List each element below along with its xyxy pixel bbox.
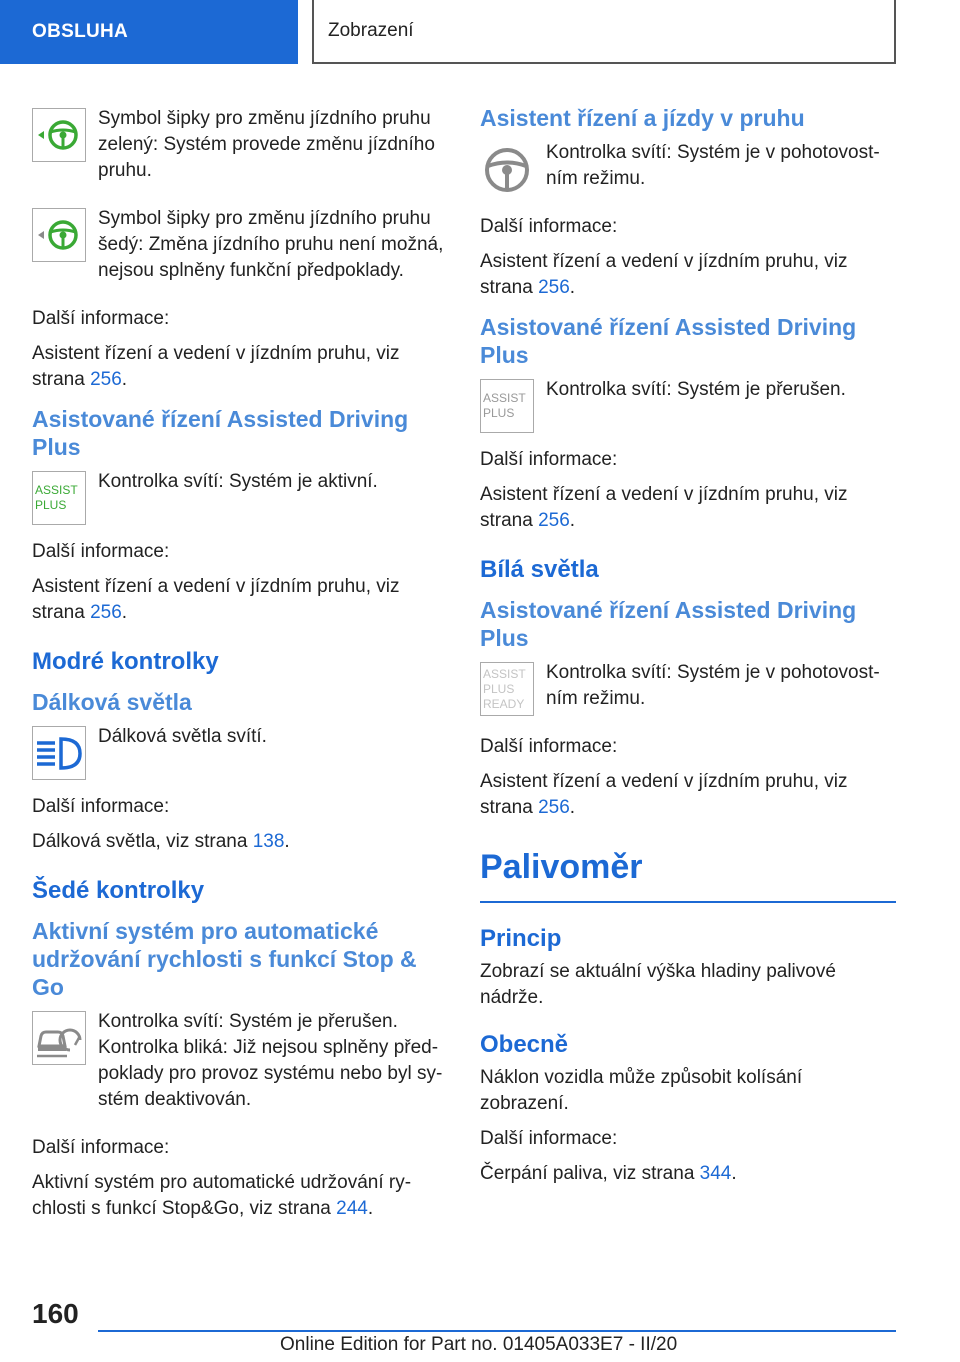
general-text: Náklon vozidla může způsobit kolísání zobrazení.	[480, 1067, 803, 1114]
more-info-label: Další informace:	[480, 216, 618, 237]
acc-text-2: Kontrolka bliká: Již nejsou splněny předpoklady pro provoz systému nebo byl systém deaktivován.	[98, 1037, 443, 1110]
assist-plus-interrupted-row	[480, 377, 896, 433]
cross-reference: Asistent řízení a vedení v jízdním pruhu, viz strana 256.	[480, 484, 848, 531]
cross-reference: Asistent řízení a vedení v jízdním pruhu, viz strana 256.	[480, 251, 848, 298]
high-beam-icon	[32, 726, 86, 780]
more-info-label: Další informace:	[32, 1137, 170, 1158]
cross-reference: Asistent řízení a vedení v jízdním pruhu, viz strana 256.	[32, 343, 400, 390]
section-heading-principle: Princip	[480, 925, 562, 952]
page-link[interactable]: 256	[90, 369, 122, 390]
lane-change-green-row	[32, 106, 448, 192]
page-link[interactable]: 244	[336, 1198, 368, 1219]
assist-plus-green-icon: ASSIST PLUS	[32, 471, 86, 525]
section-heading-white-lights: Bílá světla	[480, 556, 599, 583]
cross-reference: Čerpání paliva, viz strana 344.	[480, 1163, 737, 1184]
lane-assist-row	[480, 140, 896, 200]
section-heading-general: Obecně	[480, 1031, 569, 1058]
steering-wheel-grey-icon	[480, 142, 534, 196]
more-info-label: Další informace:	[32, 796, 170, 817]
page-link[interactable]: 256	[90, 602, 122, 623]
high-beam-row	[32, 724, 448, 780]
page-link[interactable]: 256	[538, 797, 570, 818]
more-info-label: Další informace:	[480, 449, 618, 470]
high-beam-text: Dálková světla svítí.	[98, 726, 267, 747]
footer-divider	[98, 1330, 896, 1332]
acc-text-1: Kontrolka svítí: Systém je přerušen.	[98, 1011, 398, 1032]
assist-plus-active-row	[32, 469, 448, 525]
section-heading-assisted-driving: Asistované řízení Assisted Driving Plus	[480, 597, 857, 651]
assist-plus-grey-icon: ASSIST PLUS	[480, 379, 534, 433]
page-link[interactable]: 256	[538, 510, 570, 531]
header-chapter: Zobrazení	[312, 0, 896, 64]
cross-reference: Asistent řízení a vedení v jízdním pruhu, viz strana 256.	[32, 576, 400, 623]
section-heading-assisted-driving: Asistované řízení Assisted Driving Plus	[32, 406, 409, 460]
assisted-ready-text: Kontrolka svítí: Systém je v pohotovostním režimu.	[546, 662, 880, 709]
cross-reference: Dálková světla, viz strana 138.	[32, 831, 290, 852]
more-info-label: Další informace:	[32, 308, 170, 329]
section-heading-blue-lights: Modré kontrolky	[32, 648, 219, 675]
acc-grey-icon	[32, 1011, 86, 1065]
page-link[interactable]: 138	[252, 831, 285, 852]
assist-plus-ready-icon: ASSIST PLUS READY	[480, 662, 534, 716]
cross-reference: Aktivní systém pro automatické udržování rychlosti s funkcí Stop&Go, viz strana 244.	[32, 1172, 412, 1219]
footer-edition: Online Edition for Part no. 01405A033E7 - II/20	[280, 1334, 678, 1355]
page-link[interactable]: 256	[538, 277, 570, 298]
section-heading-assisted-driving: Asistované řízení Assisted Driving Plus	[480, 314, 857, 368]
lane-assist-text: Kontrolka svítí: Systém je v pohotovostním režimu.	[546, 142, 880, 189]
lane-change-grey-row	[32, 206, 448, 292]
steering-wheel-lane-green-icon	[32, 108, 86, 162]
steering-wheel-lane-grey-icon	[32, 208, 86, 262]
page-link[interactable]: 344	[699, 1163, 732, 1184]
more-info-label: Další informace:	[480, 736, 618, 757]
more-info-label: Další informace:	[480, 1128, 618, 1149]
assisted-interrupted-text: Kontrolka svítí: Systém je přerušen.	[546, 379, 846, 400]
header-section: OBSLUHA	[0, 0, 298, 64]
section-heading-high-beam: Dálková světla	[32, 689, 192, 715]
assist-plus-ready-row	[480, 660, 896, 720]
section-heading-acc-stop-go: Aktivní systém pro automatické udržování rychlosti s funkcí Stop & Go	[32, 918, 417, 1000]
principle-text: Zobrazí se aktuální výška hladiny palivové nádrže.	[480, 961, 836, 1008]
cross-reference: Asistent řízení a vedení v jízdním pruhu, viz strana 256.	[480, 771, 848, 818]
page-number: 160	[32, 1298, 79, 1329]
left-column	[32, 100, 448, 1231]
assisted-active-text: Kontrolka svítí: Systém je aktivní.	[98, 471, 378, 492]
section-heading-grey-lights: Šedé kontrolky	[32, 877, 205, 904]
section-heading-lane-assist: Asistent řízení a jízdy v pruhu	[480, 105, 805, 131]
lane-green-text: Symbol šipky pro změnu jízdního pruhu zelený: Systém provede změnu jízdního pruhu.	[98, 108, 435, 181]
right-column	[480, 100, 896, 1196]
lane-grey-text: Symbol šipky pro změnu jízdního pruhu šedý: Změna jízdního pruhu není možná, nejsou splněny funkční předpoklady.	[98, 208, 444, 281]
more-info-label: Další informace:	[32, 541, 170, 562]
chapter-heading-fuel-gauge: Palivoměr	[480, 847, 896, 903]
